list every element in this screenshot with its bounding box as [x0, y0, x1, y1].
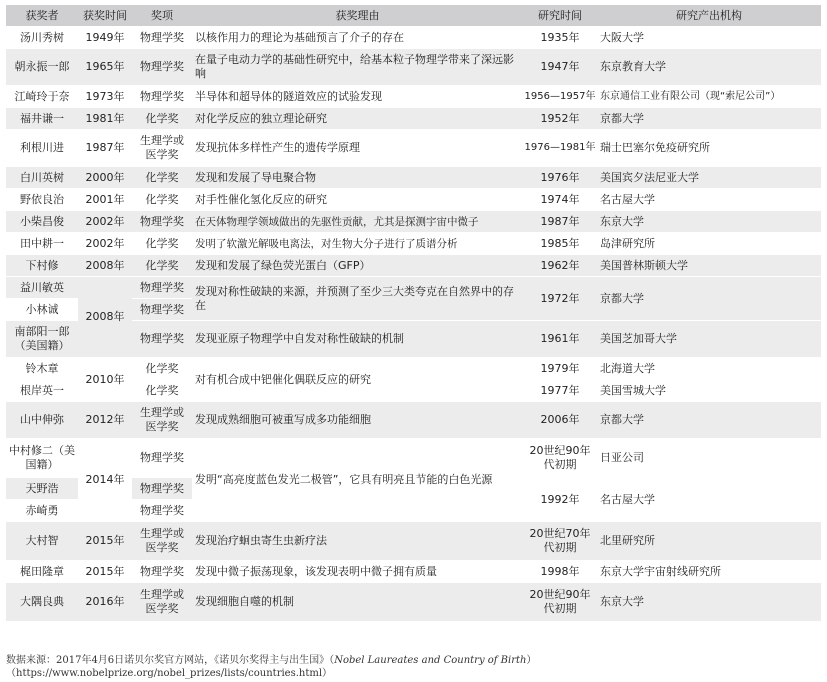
laureate-name: 小柴昌俊: [6, 211, 78, 232]
laureate-name: 朝永振一郎: [6, 49, 78, 85]
table-row: [6, 211, 821, 232]
table-row: [6, 27, 821, 48]
research-time: 2006年: [523, 402, 597, 438]
award-year: 2001年: [78, 189, 132, 210]
award-year: 1981年: [78, 108, 132, 129]
institution: 京都大学: [597, 108, 821, 129]
institution: 名古屋大学: [597, 478, 821, 521]
laureate-name: 大隅良典: [6, 583, 78, 621]
award-year: 1965年: [78, 49, 132, 85]
prize-category: 物理学奖: [132, 500, 192, 521]
table-row: [6, 108, 821, 129]
award-reason: 对有机合成中钯催化偶联反应的研究: [192, 358, 523, 401]
research-time: 1962年: [523, 255, 597, 276]
prize-category: 化学奖: [132, 255, 192, 276]
laureate-name: 南部阳一郎（美国籍）: [6, 321, 78, 357]
award-reason: 发现治疗蛔虫寄生虫新疗法: [192, 522, 523, 560]
prize-category: 化学奖: [132, 167, 192, 188]
laureate-name: 天野浩: [6, 478, 78, 499]
prize-category: 生理学或医学奖: [132, 130, 192, 166]
research-time: 1992年: [523, 478, 597, 521]
table-header-row: [6, 5, 821, 26]
header-prize: 奖项: [132, 5, 192, 26]
award-reason: 发明了软激光解吸电离法，对生物大分子进行了质谱分析: [192, 233, 523, 254]
prize-category: 物理学奖: [132, 299, 192, 320]
laureate-name: 江崎玲于奈: [6, 86, 78, 107]
award-year: 2008年: [78, 255, 132, 276]
award-reason: 对化学反应的独立理论研究: [192, 108, 523, 129]
laureate-name: 铃木章: [6, 358, 78, 379]
laureate-name: 赤崎勇: [6, 500, 78, 521]
laureate-name: 汤川秀树: [6, 27, 78, 48]
research-time: 1974年: [523, 189, 597, 210]
table-row: [6, 167, 821, 188]
award-year: 1949年: [78, 27, 132, 48]
award-reason: 发现对称性破缺的来源，并预测了至少三大类夸克在自然界中的存在: [192, 277, 523, 320]
award-reason: 发现抗体多样性产生的遗传学原理: [192, 130, 523, 166]
award-year: 2015年: [78, 561, 132, 582]
laureate-name: 田中耕一: [6, 233, 78, 254]
prize-category: 生理学或医学奖: [132, 522, 192, 560]
table-row: [6, 439, 821, 477]
institution: 东京大学宇宙射线研究所: [597, 561, 821, 582]
prize-category: 物理学奖: [132, 561, 192, 582]
award-reason: 发现细胞自噬的机制: [192, 583, 523, 621]
award-year: 2016年: [78, 583, 132, 621]
table-row: [6, 49, 821, 85]
prize-category: 化学奖: [132, 189, 192, 210]
prize-category: 物理学奖: [132, 478, 192, 499]
table-row: [6, 233, 821, 254]
institution: 京都大学: [597, 402, 821, 438]
prize-category: 物理学奖: [132, 211, 192, 232]
prize-category: 物理学奖: [132, 321, 192, 357]
header-research-time: 研究时间: [523, 5, 597, 26]
research-time: 1956—1957年: [523, 86, 597, 107]
prize-category: 物理学奖: [132, 49, 192, 85]
research-time: 1998年: [523, 561, 597, 582]
prize-category: 化学奖: [132, 108, 192, 129]
award-reason: 发现亚原子物理学中自发对称性破缺的机制: [192, 321, 523, 357]
institution: 美国芝加哥大学: [597, 321, 821, 357]
institution: 东京教育大学: [597, 49, 821, 85]
header-laureate: 获奖者: [6, 5, 78, 26]
award-year: 1987年: [78, 130, 132, 166]
laureate-name: 大村智: [6, 522, 78, 560]
laureate-name: 中村修二（美国籍）: [6, 439, 78, 477]
award-reason: 在量子电动力学的基础性研究中，给基本粒子物理学带来了深远影响: [192, 49, 523, 85]
research-time: 1947年: [523, 49, 597, 85]
award-year: 2010年: [78, 358, 132, 401]
institution: 日亚公司: [597, 439, 821, 477]
table-row: [6, 130, 821, 166]
source-footnote: [6, 654, 821, 680]
header-reason: 获奖理由: [192, 5, 523, 26]
table-row: [6, 255, 821, 276]
table-row: [6, 402, 821, 438]
prize-category: 化学奖: [132, 233, 192, 254]
institution: 京都大学: [597, 277, 821, 320]
research-time: 1987年: [523, 211, 597, 232]
header-award-year: 获奖时间: [78, 5, 132, 26]
institution: 东京通信工业有限公司（现“索尼公司”）: [597, 86, 821, 107]
prize-category: 生理学或医学奖: [132, 402, 192, 438]
institution: 北海道大学: [597, 358, 821, 379]
institution: 名古屋大学: [597, 189, 821, 210]
award-reason: 发现和发展了导电聚合物: [192, 167, 523, 188]
table-row: [6, 86, 821, 107]
research-time: 1976—1981年: [523, 130, 597, 166]
institution: 东京大学: [597, 583, 821, 621]
award-year: 2008年: [78, 277, 132, 357]
award-reason: 对手性催化氢化反应的研究: [192, 189, 523, 210]
research-time: 1976年: [523, 167, 597, 188]
research-time: 1972年: [523, 277, 597, 320]
institution: 美国普林斯顿大学: [597, 255, 821, 276]
footnote-suffix: ）（https://www.nobelprize.org/nobel_prizes/lists/countries.html）: [6, 655, 537, 679]
award-reason: 在天体物理学领域做出的先驱性贡献，尤其是探测宇宙中微子: [192, 211, 523, 232]
research-time: 1935年: [523, 27, 597, 48]
institution: 东京大学: [597, 211, 821, 232]
prize-category: 物理学奖: [132, 277, 192, 298]
award-year: 2000年: [78, 167, 132, 188]
laureate-name: 福井谦一: [6, 108, 78, 129]
institution: 岛津研究所: [597, 233, 821, 254]
research-time: 1985年: [523, 233, 597, 254]
prize-category: 化学奖: [132, 380, 192, 401]
laureate-name: 益川敏英: [6, 277, 78, 298]
table-row: [6, 583, 821, 621]
table-row: [6, 522, 821, 560]
laureate-name: 野依良治: [6, 189, 78, 210]
research-time: 20世纪70年代初期: [523, 522, 597, 560]
prize-category: 物理学奖: [132, 27, 192, 48]
table-row: [6, 561, 821, 582]
research-time: 1979年: [523, 358, 597, 379]
research-time: 20世纪90年代初期: [523, 439, 597, 477]
header-institution: 研究产出机构: [597, 5, 821, 26]
award-reason: 发现和发展了绿色荧光蛋白（GFP）: [192, 255, 523, 276]
award-year: 2002年: [78, 211, 132, 232]
award-year: 2015年: [78, 522, 132, 560]
research-time: 1977年: [523, 380, 597, 401]
award-year: 2002年: [78, 233, 132, 254]
award-reason: 发现成熟细胞可被重写成多功能细胞: [192, 402, 523, 438]
award-year: 2014年: [78, 439, 132, 521]
institution: 美国宾夕法尼亚大学: [597, 167, 821, 188]
table-row: [6, 189, 821, 210]
award-reason: 半导体和超导体的隧道效应的试验发现: [192, 86, 523, 107]
institution: 大阪大学: [597, 27, 821, 48]
prize-category: 生理学或医学奖: [132, 583, 192, 621]
laureate-name: 利根川进: [6, 130, 78, 166]
prize-category: 物理学奖: [132, 86, 192, 107]
research-time: 1961年: [523, 321, 597, 357]
award-year: 2012年: [78, 402, 132, 438]
award-reason: 以核作用力的理论为基础预言了介子的存在: [192, 27, 523, 48]
laureate-name: 梶田隆章: [6, 561, 78, 582]
laureate-name: 下村修: [6, 255, 78, 276]
footnote-english-title: Nobel Laureates and Country of Birth: [334, 655, 527, 666]
institution: 瑞士巴塞尔免疫研究所: [597, 130, 821, 166]
prize-category: 物理学奖: [132, 439, 192, 477]
nobel-laureates-table: [6, 4, 821, 622]
award-year: 1973年: [78, 86, 132, 107]
research-time: 20世纪90年代初期: [523, 583, 597, 621]
laureate-name: 白川英树: [6, 167, 78, 188]
institution: 美国雪城大学: [597, 380, 821, 401]
award-reason: 发现中微子振荡现象，该发现表明中微子拥有质量: [192, 561, 523, 582]
research-time: 1952年: [523, 108, 597, 129]
laureate-name: 山中伸弥: [6, 402, 78, 438]
laureate-name: 小林诚: [6, 299, 78, 320]
footnote-prefix: 数据来源：2017年4月6日诺贝尔奖官方网站，《诺贝尔奖得主与出生国》（: [6, 655, 335, 666]
laureate-name: 根岸英一: [6, 380, 78, 401]
table-row: [6, 277, 821, 298]
award-reason: 发明“高亮度蓝色发光二极管”，它具有明亮且节能的白色光源: [192, 439, 523, 521]
prize-category: 化学奖: [132, 358, 192, 379]
table-row: [6, 358, 821, 379]
institution: 北里研究所: [597, 522, 821, 560]
